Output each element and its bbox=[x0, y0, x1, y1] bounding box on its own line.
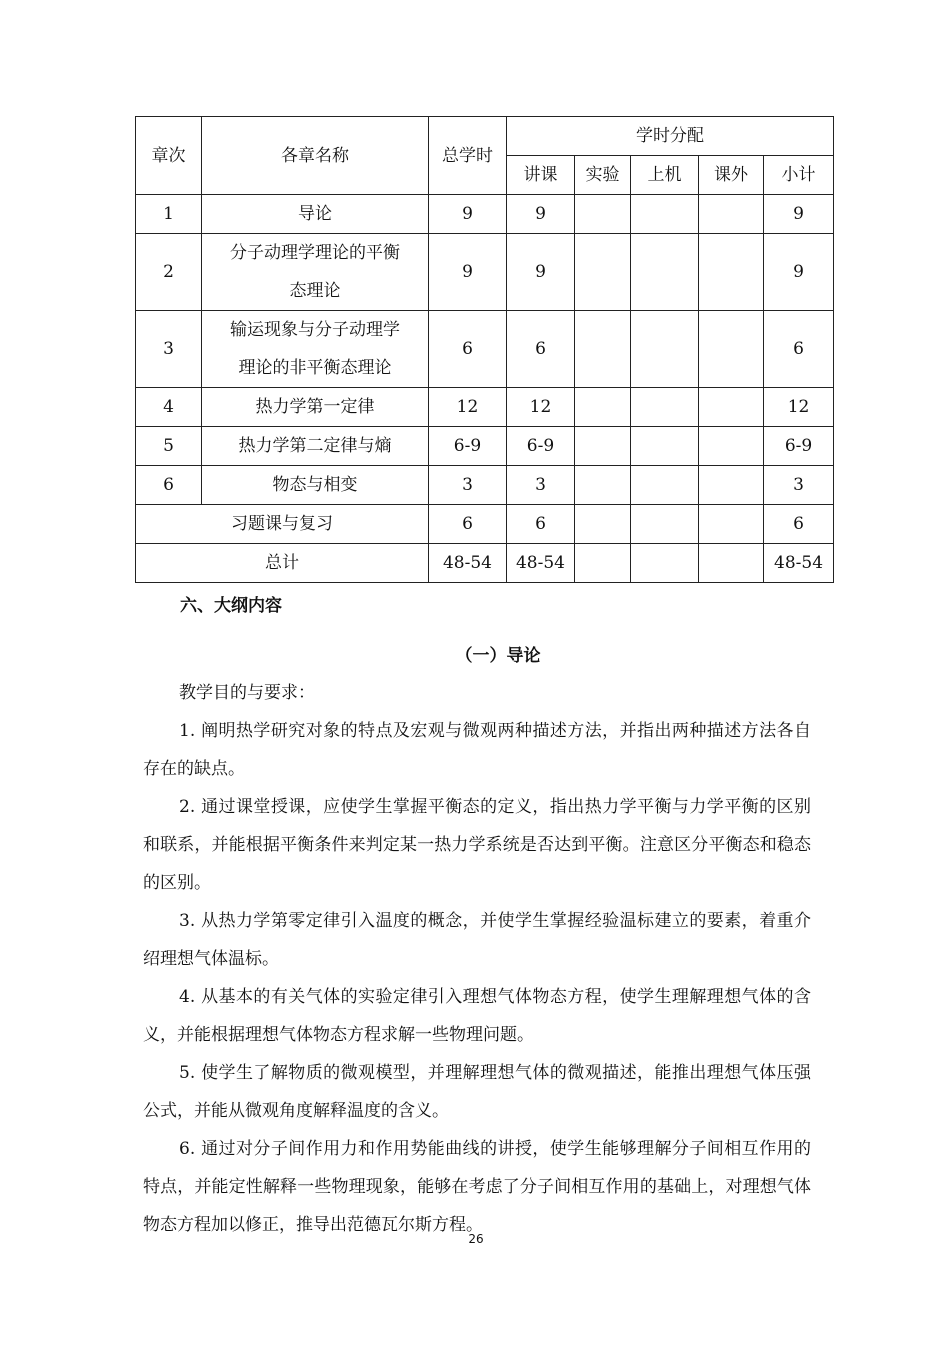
chapter-cell: 3 bbox=[136, 311, 202, 388]
requirement-item: 4. 从基本的有关气体的实验定律引入理想气体物态方程，使学生理解理想气体的含义，并能根据理想气体物态方程求解一些物理问题。 bbox=[143, 987, 811, 1045]
computer-cell bbox=[631, 311, 699, 388]
chapter-name-cell bbox=[202, 311, 429, 388]
subtotal-cell: 3 bbox=[764, 466, 834, 505]
table-row bbox=[136, 427, 834, 466]
total-cell: 6 bbox=[429, 311, 507, 388]
extracurricular-cell bbox=[699, 427, 764, 466]
subtotal-cell: 6 bbox=[764, 505, 834, 544]
computer-cell bbox=[631, 427, 699, 466]
page-number: 26 bbox=[468, 1232, 484, 1246]
experiment-cell bbox=[575, 544, 631, 583]
chapter-name-cell: 导论 bbox=[202, 195, 429, 234]
chapter-name-cell: 热力学第二定律与熵 bbox=[202, 427, 429, 466]
header-computer: 上机 bbox=[631, 156, 699, 195]
chapter-name-cell bbox=[202, 234, 429, 311]
header-experiment: 实验 bbox=[575, 156, 631, 195]
extracurricular-cell bbox=[699, 311, 764, 388]
chapter-name-line: 态理论 bbox=[289, 281, 341, 301]
chapter-cell: 4 bbox=[136, 388, 202, 427]
extracurricular-cell bbox=[699, 544, 764, 583]
sum-row bbox=[136, 544, 834, 583]
lecture-cell: 6 bbox=[507, 311, 575, 388]
header-allocation: 学时分配 bbox=[507, 117, 834, 156]
lecture-cell: 9 bbox=[507, 195, 575, 234]
computer-cell bbox=[631, 234, 699, 311]
chapter-name-line: 理论的非平衡态理论 bbox=[238, 358, 392, 378]
experiment-cell bbox=[575, 234, 631, 311]
experiment-cell bbox=[575, 388, 631, 427]
computer-cell bbox=[631, 195, 699, 234]
extracurricular-cell bbox=[699, 195, 764, 234]
experiment-cell bbox=[575, 505, 631, 544]
requirement-item: 2. 通过课堂授课，应使学生掌握平衡态的定义，指出热力学平衡与力学平衡的区别和联系，并能根据平衡条件来判定某一热力学系统是否达到平衡。注意区分平衡态和稳态的区别。 bbox=[143, 797, 811, 893]
chapter-name-line: 分子动理学理论的平衡 bbox=[230, 243, 400, 263]
total-cell: 12 bbox=[429, 388, 507, 427]
subtotal-cell: 12 bbox=[764, 388, 834, 427]
subtotal-cell: 9 bbox=[764, 195, 834, 234]
chapter-cell: 2 bbox=[136, 234, 202, 311]
header-total: 总学时 bbox=[429, 117, 507, 195]
computer-cell bbox=[631, 544, 699, 583]
total-cell: 9 bbox=[429, 234, 507, 311]
table-row bbox=[136, 388, 834, 427]
total-cell: 48-54 bbox=[429, 544, 507, 583]
review-row bbox=[136, 505, 834, 544]
lecture-cell: 3 bbox=[507, 466, 575, 505]
computer-cell bbox=[631, 466, 699, 505]
experiment-cell bbox=[575, 466, 631, 505]
class-hours-table bbox=[135, 116, 834, 583]
extracurricular-cell bbox=[699, 466, 764, 505]
section-title: 六、大纲内容 bbox=[180, 596, 282, 616]
extracurricular-cell bbox=[699, 388, 764, 427]
lecture-cell: 6-9 bbox=[507, 427, 575, 466]
chapter-name-cell: 物态与相变 bbox=[202, 466, 429, 505]
extracurricular-cell bbox=[699, 505, 764, 544]
experiment-cell bbox=[575, 427, 631, 466]
extracurricular-cell bbox=[699, 234, 764, 311]
chapter-name-cell: 热力学第一定律 bbox=[202, 388, 429, 427]
lecture-cell: 9 bbox=[507, 234, 575, 311]
table-row bbox=[136, 195, 834, 234]
table-row bbox=[136, 234, 834, 311]
subsection-title bbox=[0, 641, 952, 666]
intro-label: 教学目的与要求： bbox=[179, 683, 315, 703]
total-cell: 9 bbox=[429, 195, 507, 234]
header-row-1 bbox=[136, 117, 834, 156]
total-cell: 3 bbox=[429, 466, 507, 505]
subtotal-cell: 9 bbox=[764, 234, 834, 311]
total-cell: 6 bbox=[429, 505, 507, 544]
header-name: 各章名称 bbox=[202, 117, 429, 195]
experiment-cell bbox=[575, 311, 631, 388]
header-extracurricular: 课外 bbox=[699, 156, 764, 195]
chapter-name-line: 输运现象与分子动理学 bbox=[230, 320, 400, 340]
table-row bbox=[136, 466, 834, 505]
lecture-cell: 48-54 bbox=[507, 544, 575, 583]
header-lecture: 讲课 bbox=[507, 156, 575, 195]
chapter-cell: 5 bbox=[136, 427, 202, 466]
body-text bbox=[143, 674, 811, 1244]
requirement-item: 3. 从热力学第零定律引入温度的概念，并使学生掌握经验温标建立的要素，着重介绍理想气体温标。 bbox=[143, 911, 811, 969]
chapter-cell: 6 bbox=[136, 466, 202, 505]
subtotal-cell: 6 bbox=[764, 311, 834, 388]
header-subtotal: 小计 bbox=[764, 156, 834, 195]
experiment-cell bbox=[575, 195, 631, 234]
lecture-cell: 12 bbox=[507, 388, 575, 427]
sum-label: 总计 bbox=[136, 544, 429, 583]
computer-cell bbox=[631, 505, 699, 544]
subtotal-cell: 6-9 bbox=[764, 427, 834, 466]
chapter-cell: 1 bbox=[136, 195, 202, 234]
computer-cell bbox=[631, 388, 699, 427]
table-row bbox=[136, 311, 834, 388]
header-chapter: 章次 bbox=[136, 117, 202, 195]
requirement-item: 6. 通过对分子间作用力和作用势能曲线的讲授，使学生能够理解分子间相互作用的特点，并能定性解释一些物理现象，能够在考虑了分子间相互作用的基础上，对理想气体物态方程加以修正，推导出范德瓦尔斯方程。 bbox=[143, 1139, 811, 1235]
lecture-cell: 6 bbox=[507, 505, 575, 544]
requirement-item: 1. 阐明热学研究对象的特点及宏观与微观两种描述方法，并指出两种描述方法各自存在的缺点。 bbox=[143, 721, 811, 779]
subtotal-cell: 48-54 bbox=[764, 544, 834, 583]
total-cell: 6-9 bbox=[429, 427, 507, 466]
subsection-title-text: （一）导论 bbox=[455, 646, 541, 666]
review-label: 习题课与复习 bbox=[136, 505, 429, 544]
requirement-item: 5. 使学生了解物质的微观模型，并理解理想气体的微观描述，能推出理想气体压强公式，并能从微观角度解释温度的含义。 bbox=[143, 1063, 811, 1121]
